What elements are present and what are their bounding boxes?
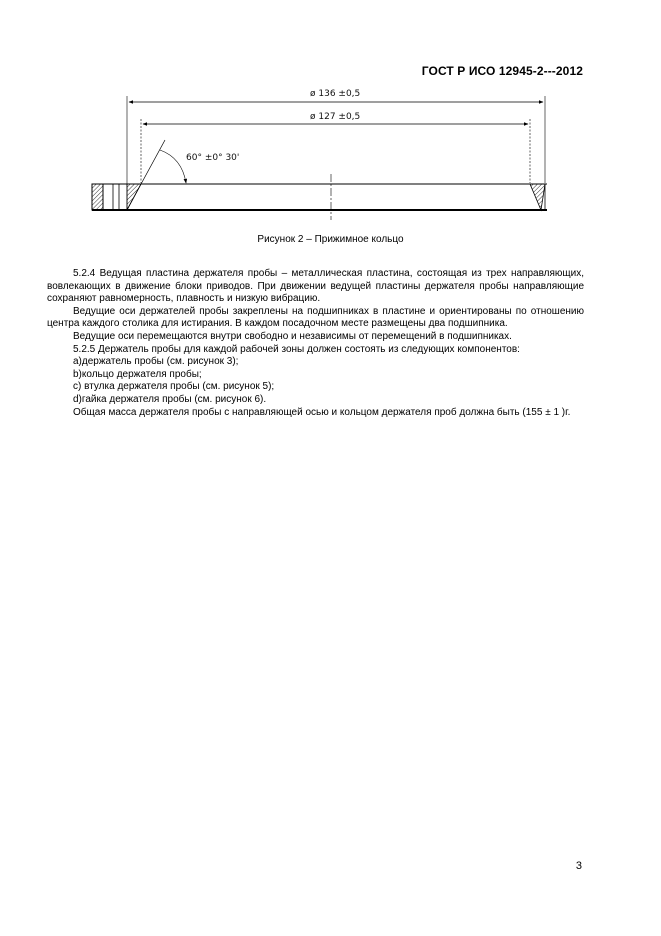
dimension-outer: ø 136 ±0,5 (310, 89, 361, 99)
document-header: ГОСТ Р ИСО 12945-2---2012 (421, 64, 583, 78)
paragraph-axes-movement: Ведущие оси перемещаются внутри свободно и независимы от перемещений в подшипниках. (73, 330, 512, 342)
angle-arc (160, 150, 186, 183)
list-item-d: d)гайка держателя пробы (см. рисунок 6). (73, 393, 267, 405)
paragraph-axes: Ведущие оси держателей пробы закреплены на подшипниках в пластине и ориентированы по отношению центра каждого столика для истирания. В каждом посадочном месте размещены два подшипника. (47, 305, 584, 330)
page-number: 3 (575, 860, 582, 872)
paragraph-5-2-4: 5.2.4 Ведущая пластина держателя пробы – металлическая пластина, состоящая из трех направляющих, вовлекающих в движение блоки приводов. При движении ведущей пластины держателя пробы направляющие сохраняют равномерность, плавность и низкую вибрацию. (47, 268, 584, 305)
ring-right-bevel (530, 184, 545, 210)
paragraph-total-mass: Общая масса держателя пробы с направляющей осью и кольцом держателя проб должна быть (155 ± 1 )г. (73, 406, 571, 418)
list-item-c: c) втулка держателя пробы (см. рисунок 5); (73, 381, 275, 393)
list-item-a: a)держатель пробы (см. рисунок 3); (73, 356, 239, 368)
body-text (47, 268, 584, 419)
angle-label: 60° ±0° 30' (186, 153, 240, 163)
ring-left-bevel (127, 184, 141, 210)
list-item-b: b)кольцо держателя пробы; (73, 368, 202, 380)
figure-caption: Рисунок 2 – Прижимное кольцо (257, 234, 404, 245)
dimension-inner: ø 127 ±0,5 (310, 112, 361, 122)
pressure-ring-drawing (0, 0, 661, 230)
paragraph-5-2-5: 5.2.5 Держатель пробы для каждой рабочей зоны должен состоять из следующих компонентов: (73, 343, 520, 355)
ring-left-flange (92, 184, 103, 210)
